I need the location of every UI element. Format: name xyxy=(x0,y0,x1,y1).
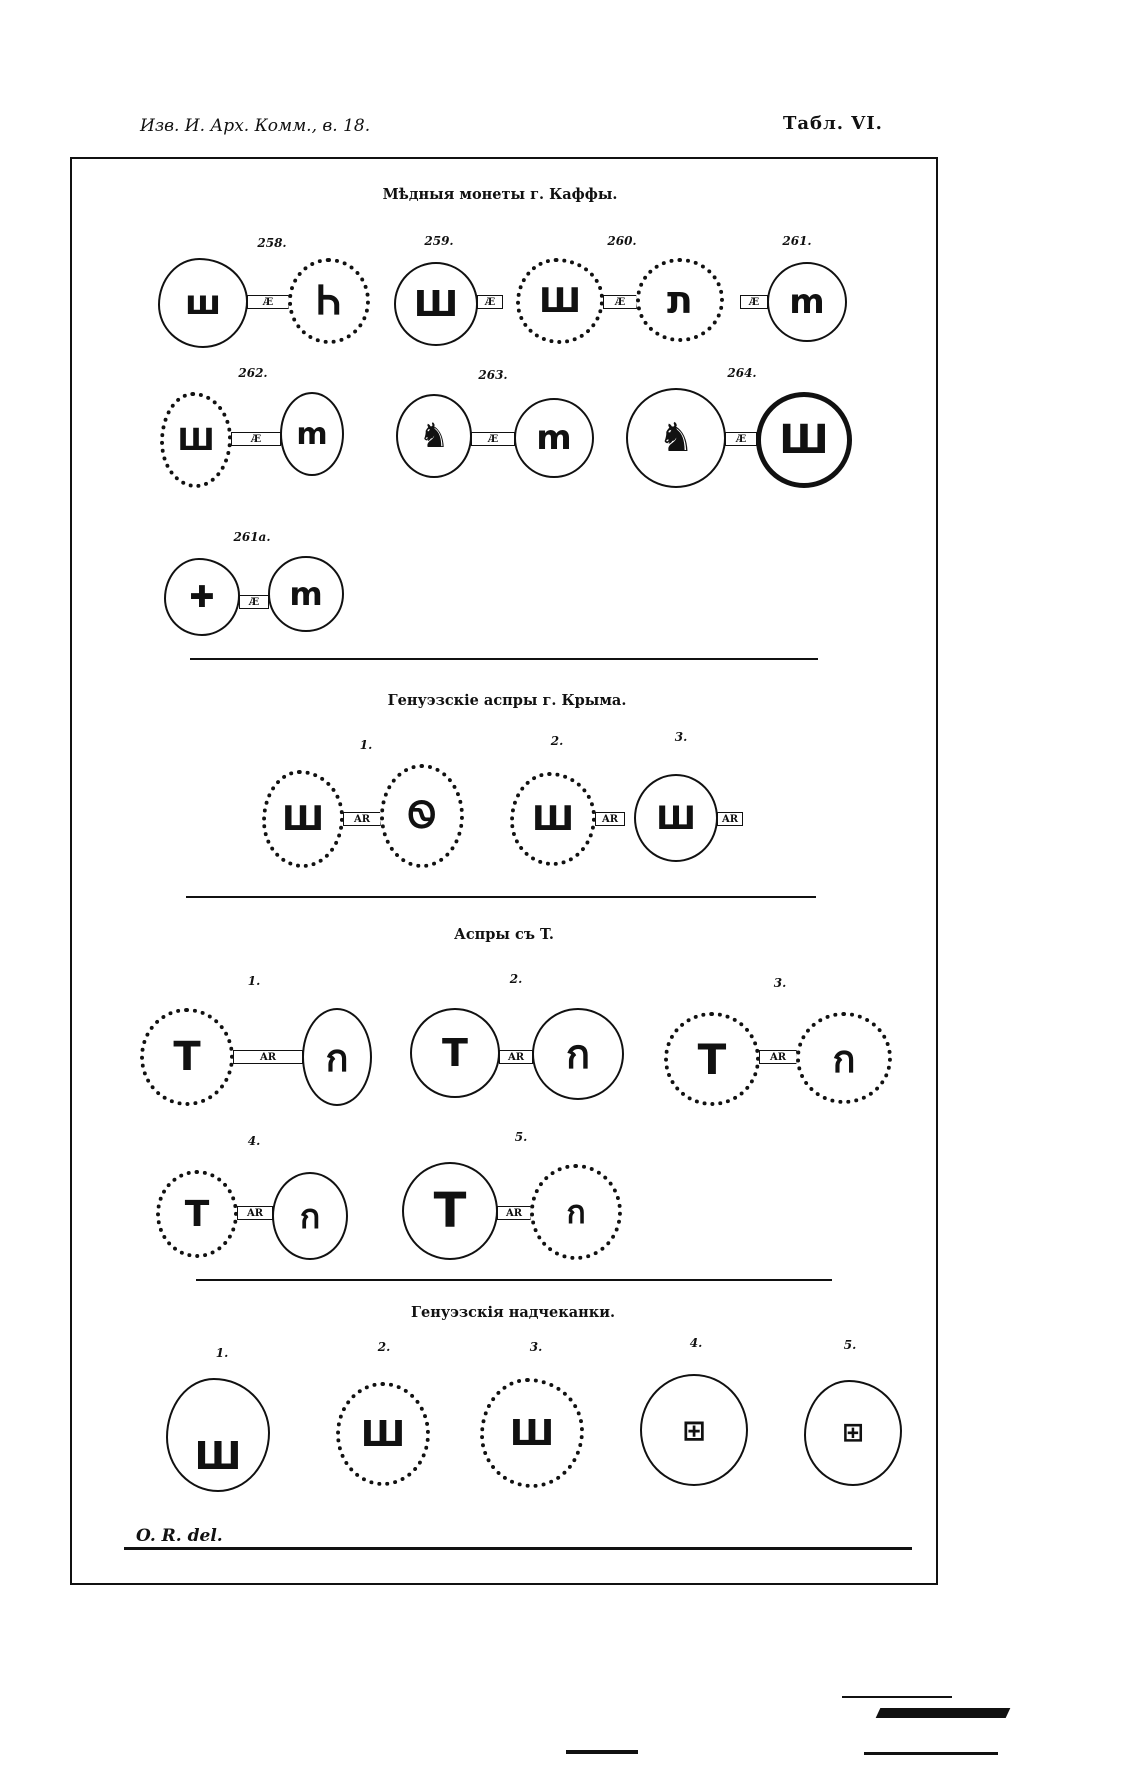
asper-3-metal-link: AR xyxy=(717,812,743,826)
section-title-genoese-countermarks: Генуэзскія надчеканки. xyxy=(410,1304,616,1321)
scan-artifact xyxy=(842,1696,952,1698)
coin-number-3: 3. xyxy=(529,1340,543,1354)
asper-t-2-obverse: T xyxy=(410,1008,500,1098)
coin-258-obverse: ꟺ xyxy=(158,258,248,348)
coin-number-264: 264. xyxy=(727,366,757,380)
asper-t-4-reverse: ก xyxy=(272,1172,348,1260)
bottom-rule xyxy=(124,1547,912,1550)
asper-3-obverse: Ш xyxy=(634,774,718,862)
countermark-5: ⊞ xyxy=(804,1380,902,1486)
coin-number-260: 260. xyxy=(607,234,637,248)
coin-number-4: 4. xyxy=(689,1336,703,1350)
coin-262-metal-link: Æ xyxy=(231,432,281,446)
section-title-genoese-aspers: Генуэзскіе аспры г. Крыма. xyxy=(387,692,627,709)
countermark-4: ⊞ xyxy=(640,1374,748,1486)
asper-t-2-metal-link: AR xyxy=(499,1050,533,1064)
coin-259-metal-link: Æ xyxy=(477,295,503,309)
coin-number-262: 262. xyxy=(238,366,268,380)
scan-artifact xyxy=(876,1708,1011,1718)
coin-262-reverse: m xyxy=(280,392,344,476)
coin-261a-obverse: ✚ xyxy=(164,558,240,636)
coin-263-obverse: ♞ xyxy=(396,394,472,478)
section-divider xyxy=(186,896,816,898)
coin-number-5: 5. xyxy=(843,1338,857,1352)
coin-number-2: 2. xyxy=(377,1340,391,1354)
coin-number-4: 4. xyxy=(247,1134,261,1148)
coin-number-2: 2. xyxy=(509,972,523,986)
countermark-1: Ш xyxy=(166,1378,270,1492)
coin-261a-metal-link: Æ xyxy=(239,595,269,609)
asper-t-1-metal-link: AR xyxy=(233,1050,303,1064)
coin-number-3: 3. xyxy=(773,976,787,990)
coin-259-obverse: Ш xyxy=(394,262,478,346)
coin-number-5: 5. xyxy=(514,1130,528,1144)
scan-artifact xyxy=(566,1750,638,1754)
coin-number-261: 261. xyxy=(782,234,812,248)
asper-1-obverse: Ш xyxy=(262,770,344,868)
asper-1-metal-link: AR xyxy=(343,812,381,826)
coin-262-obverse: Ш xyxy=(160,392,232,488)
coin-number-3: 3. xyxy=(674,730,688,744)
coin-258-reverse: Ꮒ xyxy=(288,258,370,344)
asper-t-3-obverse: T xyxy=(664,1012,760,1106)
coin-261a-reverse: m xyxy=(268,556,344,632)
coin-number-258: 258. xyxy=(257,236,287,250)
coin-number-1: 1. xyxy=(359,738,373,752)
coin-number-263: 263. xyxy=(478,368,508,382)
countermark-3: Ш xyxy=(480,1378,584,1488)
coin-263-metal-link: Æ xyxy=(471,432,515,446)
section-divider xyxy=(196,1279,832,1281)
asper-t-5-reverse: ก xyxy=(530,1164,622,1260)
section-title-kaffa-copper: Мѣдныя монеты г. Каффы. xyxy=(382,186,618,203)
coin-264-metal-link: Æ xyxy=(725,432,757,446)
coin-260-obverse: Ш xyxy=(516,258,604,344)
coin-number-2: 2. xyxy=(550,734,564,748)
asper-t-1-obverse: T xyxy=(140,1008,234,1106)
asper-t-3-reverse: ก xyxy=(796,1012,892,1104)
asper-t-4-metal-link: AR xyxy=(237,1206,273,1220)
coin-263-reverse: m xyxy=(514,398,594,478)
artist-credit: O. R. del. xyxy=(136,1526,223,1546)
journal-reference: Изв. И. Арх. Комм., в. 18. xyxy=(140,116,371,136)
scan-artifact xyxy=(864,1752,998,1755)
coin-264-reverse: Ш xyxy=(756,392,852,488)
coin-258-metal-link: Æ xyxy=(247,295,289,309)
asper-t-5-obverse: T xyxy=(402,1162,498,1260)
section-divider xyxy=(190,658,818,660)
coin-number-261a: 261a. xyxy=(233,530,271,544)
countermark-2: Ш xyxy=(336,1382,430,1486)
asper-2-metal-link: AR xyxy=(595,812,625,826)
coin-264-obverse: ♞ xyxy=(626,388,726,488)
asper-1-reverse: Ꮻ xyxy=(380,764,464,868)
coin-261-metal-link: Æ xyxy=(740,295,768,309)
coin-number-1: 1. xyxy=(247,974,261,988)
plate-number: Табл. VI. xyxy=(783,113,883,134)
coin-260-reverse: ת xyxy=(636,258,724,342)
asper-2-obverse: Ш xyxy=(510,772,596,866)
asper-t-1-reverse: ก xyxy=(302,1008,372,1106)
asper-t-4-obverse: T xyxy=(156,1170,238,1258)
asper-t-2-reverse: ก xyxy=(532,1008,624,1100)
coin-number-1: 1. xyxy=(215,1346,229,1360)
coin-260-metal-link: Æ xyxy=(603,295,637,309)
asper-t-5-metal-link: AR xyxy=(497,1206,531,1220)
section-title-aspers-with-t: Аспры съ T. xyxy=(454,926,554,943)
coin-number-259: 259. xyxy=(424,234,454,248)
coin-261-obverse: m xyxy=(767,262,847,342)
asper-t-3-metal-link: AR xyxy=(759,1050,797,1064)
